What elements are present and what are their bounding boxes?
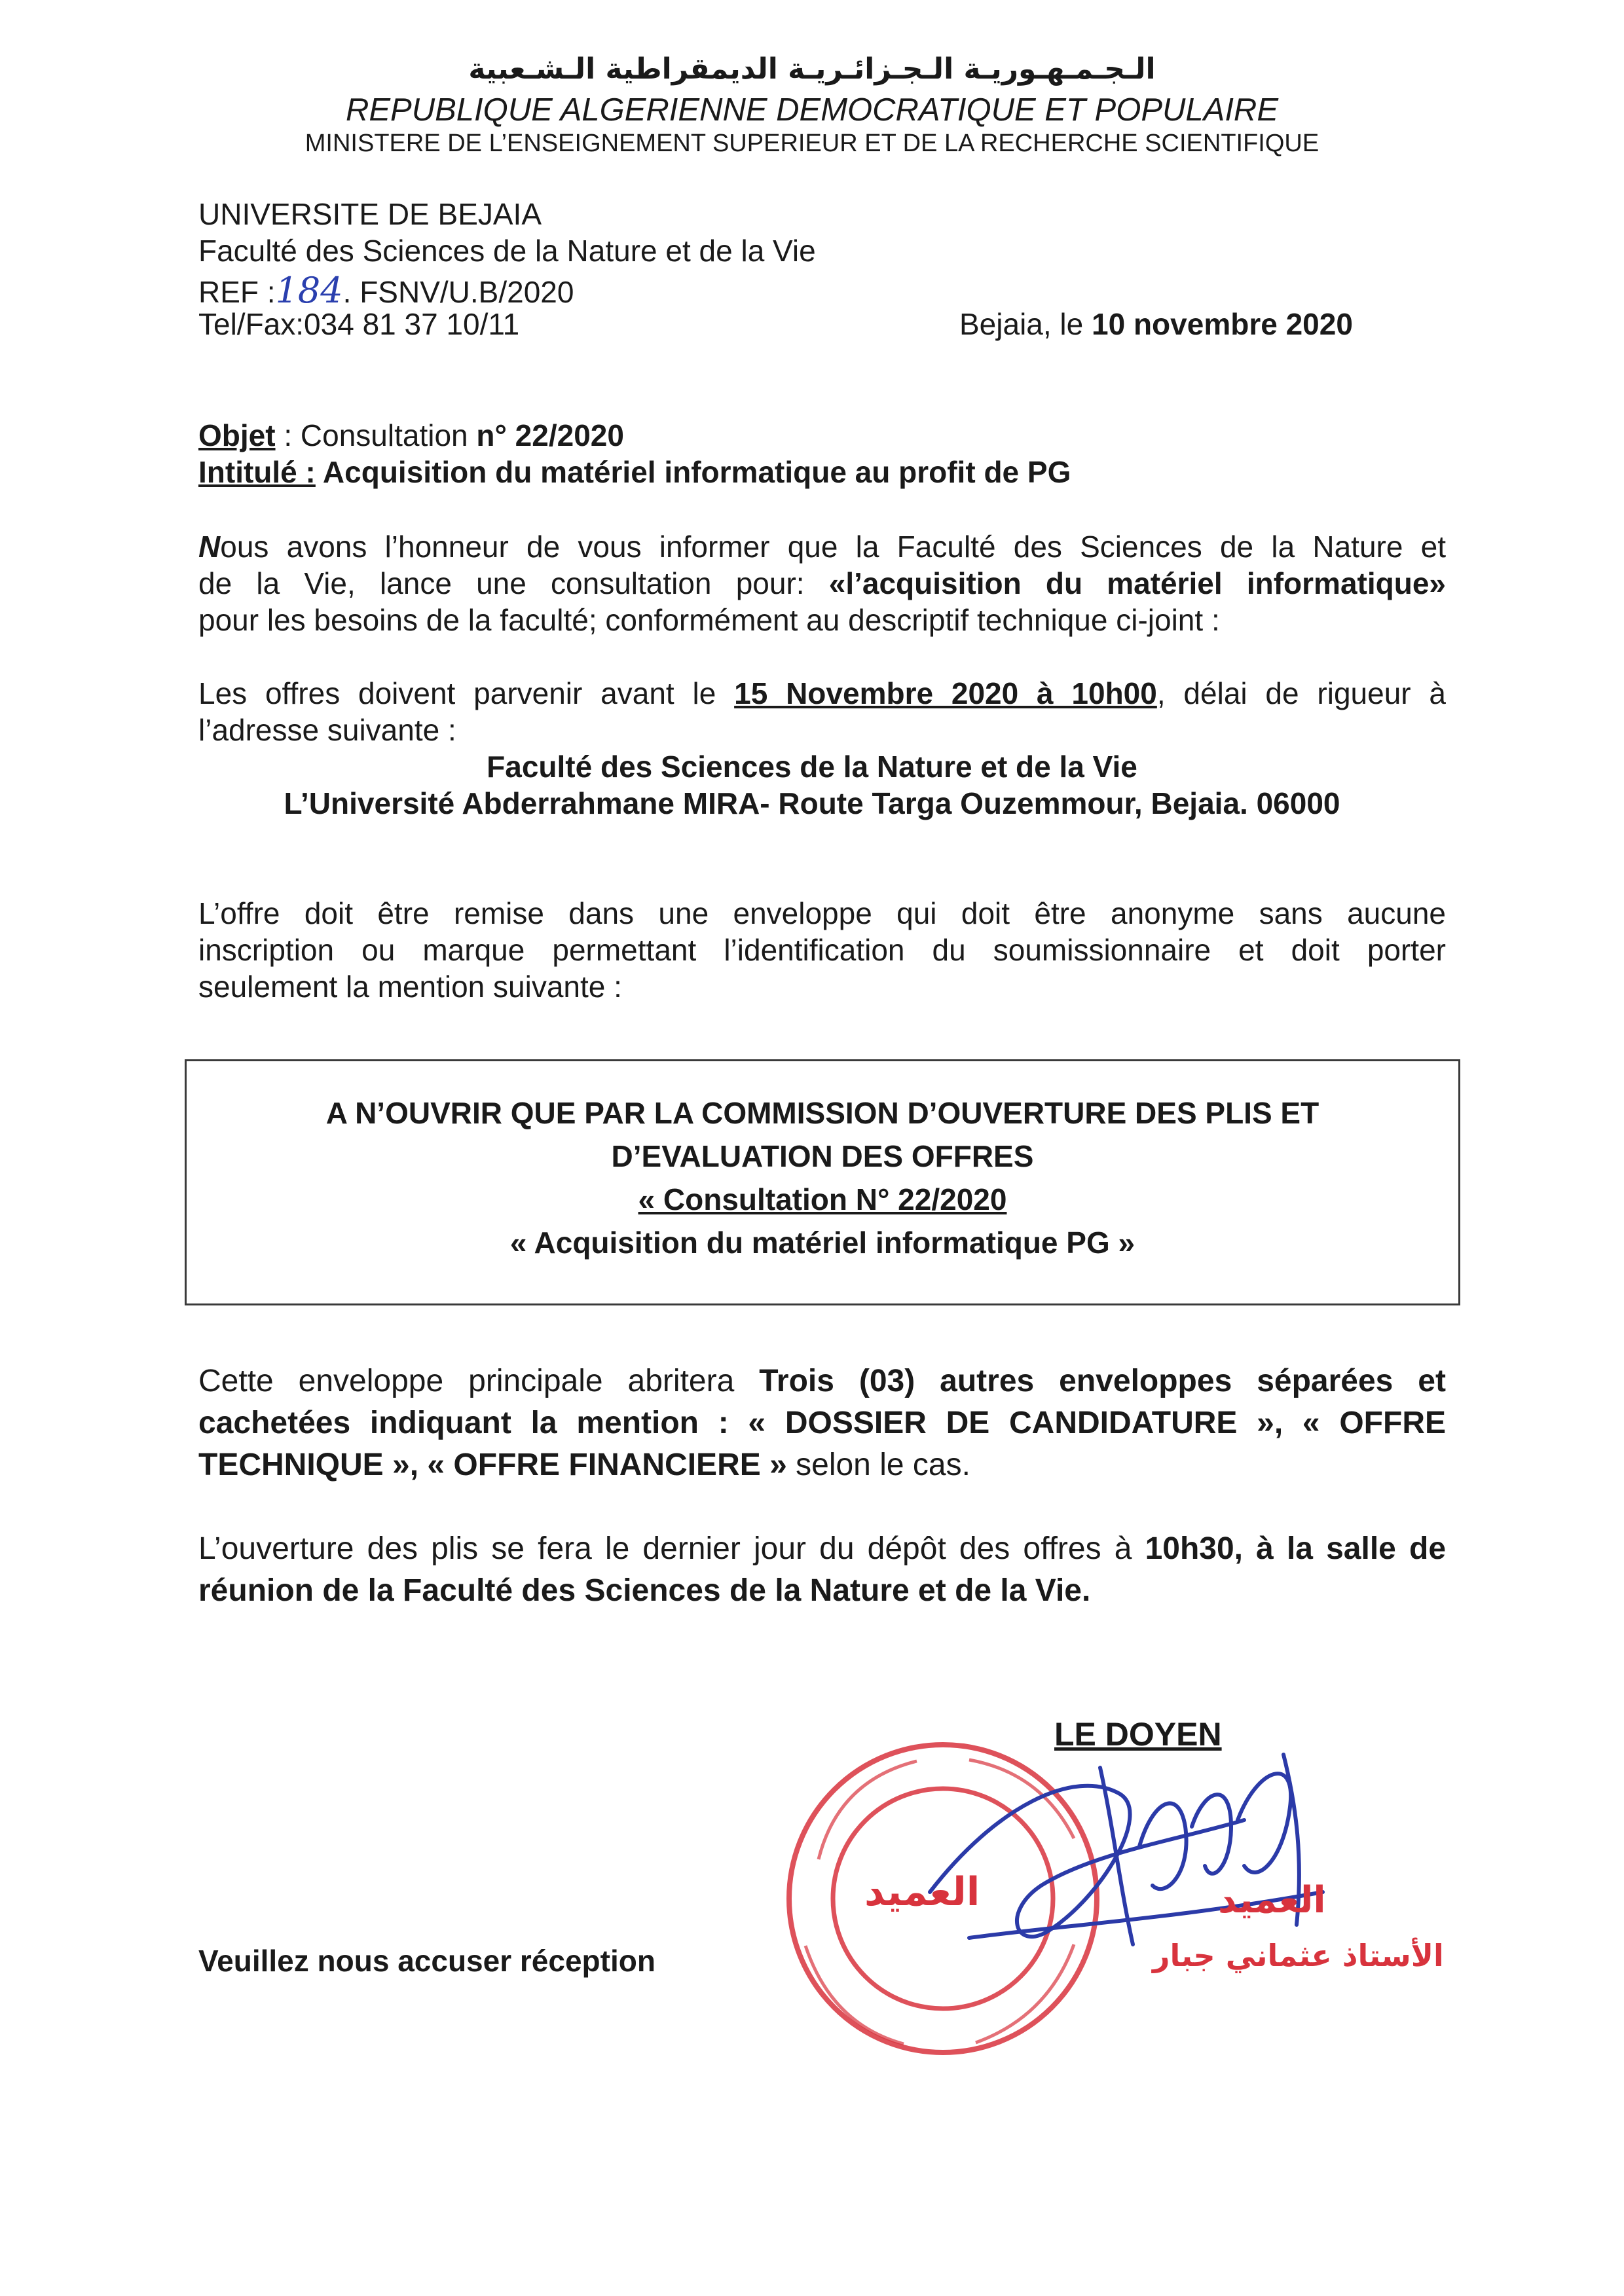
university-name: UNIVERSITE DE BEJAIA — [198, 197, 542, 231]
p1-l1-text: ous avons l’honneur de vous informer que la Faculté des Sciences de la Nature et — [220, 530, 1446, 564]
ref-number-handwritten: 184 — [275, 270, 343, 311]
opening-line-1 — [198, 1531, 1446, 1567]
mention-line-3: « Consultation N° 22/2020 — [638, 1182, 1007, 1216]
envelopes-line-3 — [198, 1447, 970, 1483]
objet-sep: : — [275, 418, 301, 452]
intitule-label: Intitulé : — [198, 455, 316, 489]
paragraph-3-line-3: seulement la mention suivante : — [198, 970, 622, 1004]
arabic-republic-title: الـجـمـهـوريـة الـجـزائـريـة الديمقراطية الـشـعبية — [468, 52, 1156, 86]
paragraph-1-line-1 — [198, 529, 1446, 564]
paragraph-3-line-2: inscription ou marque permettant l’identification du soumissionnaire et doit porter — [198, 933, 1446, 967]
mention-line-1: A N’OUVRIR QUE PAR LA COMMISSION D’OUVERTURE DES PLIS ET — [325, 1096, 1320, 1130]
date-value: 10 novembre 2020 — [1092, 307, 1353, 341]
env-l1-text: Cette enveloppe principale abritera — [198, 1364, 760, 1398]
envelope-mention-box — [185, 1059, 1460, 1305]
env-l1-bold: Trois (03) autres enveloppes séparées et — [759, 1364, 1446, 1398]
mention-line-4: « Acquisition du matériel informatique PG » — [509, 1226, 1135, 1260]
signature-arabic-role: العميد — [1218, 1879, 1326, 1922]
paragraph-1-line-3: pour les besoins de la faculté; conformément au descriptif technique ci-joint : — [198, 603, 1220, 637]
address-line-2: L’Université Abderrahmane MIRA- Route Targa Ouzemmour, Bejaia. 06000 — [284, 786, 1340, 820]
objet-text: Consultation — [300, 418, 477, 452]
envelopes-line-1 — [198, 1363, 1446, 1399]
env-l3-text: selon le cas. — [796, 1448, 970, 1482]
paragraph-2-line-1 — [198, 676, 1446, 711]
address-line-1: Faculté des Sciences de la Nature et de la Vie — [487, 750, 1137, 784]
open-l1-text: L’ouverture des plis se fera le dernier jour du dépôt des offres à — [198, 1531, 1145, 1566]
date-line — [959, 306, 1353, 342]
p1-l2-text: de la Vie, lance une consultation pour: — [198, 566, 829, 600]
date-prefix: Bejaia, le — [959, 307, 1092, 341]
objet-number: n° 22/2020 — [476, 418, 624, 452]
opening-line-2: réunion de la Faculté des Sciences de la Nature et de la Vie. — [198, 1573, 1091, 1608]
env-l3-bold: TECHNIQUE », « OFFRE FINANCIERE » — [198, 1448, 796, 1482]
ref-suffix: . FSNV/U.B/2020 — [342, 275, 574, 309]
paragraph-1-line-2 — [198, 566, 1446, 601]
subject-intitule — [198, 454, 1071, 490]
open-l1-bold: 10h30, à la salle de — [1145, 1531, 1447, 1566]
p1-l2-bold: «l’acquisition du matériel informatique» — [828, 566, 1446, 600]
p2-l1-text: Les offres doivent parvenir avant le — [198, 676, 735, 710]
objet-label: Objet — [198, 418, 276, 452]
signature-title: LE DOYEN — [1054, 1716, 1222, 1753]
faculty-name: Faculté des Sciences de la Nature et de la Vie — [198, 234, 816, 268]
paragraph-2-line-2: l’adresse suivante : — [198, 713, 456, 747]
dropcap-n: N — [198, 530, 221, 564]
ref-prefix: REF : — [198, 275, 276, 309]
mention-line-2: D’EVALUATION DES OFFRES — [611, 1139, 1034, 1173]
paragraph-3-line-1: L’offre doit être remise dans une enveloppe qui doit être anonyme sans aucune — [198, 896, 1446, 930]
tel-fax: Tel/Fax:034 81 37 10/11 — [198, 307, 520, 341]
p2-l1-end: , délai de rigueur à — [1156, 676, 1446, 710]
closing-line: Veuillez nous accuser réception — [198, 1944, 655, 1978]
deadline: 15 Novembre 2020 à 10h00 — [734, 676, 1157, 710]
signature-arabic-name: الأستاذ عثماني جبار — [1153, 1938, 1444, 1973]
intitule-text: Acquisition du matériel informatique au profit de PG — [315, 455, 1071, 489]
republic-title: REPUBLIQUE ALGERIENNE DEMOCRATIQUE ET POPULAIRE — [345, 92, 1278, 128]
stamp-arabic-role: العميد — [864, 1869, 980, 1915]
ministry-title: MINISTERE DE L’ENSEIGNEMENT SUPERIEUR ET DE LA RECHERCHE SCIENTIFIQUE — [304, 130, 1320, 157]
envelopes-line-2: cachetées indiquant la mention : « DOSSIER DE CANDIDATURE », « OFFRE — [198, 1406, 1446, 1440]
subject-objet — [198, 418, 624, 453]
reference — [198, 270, 574, 311]
